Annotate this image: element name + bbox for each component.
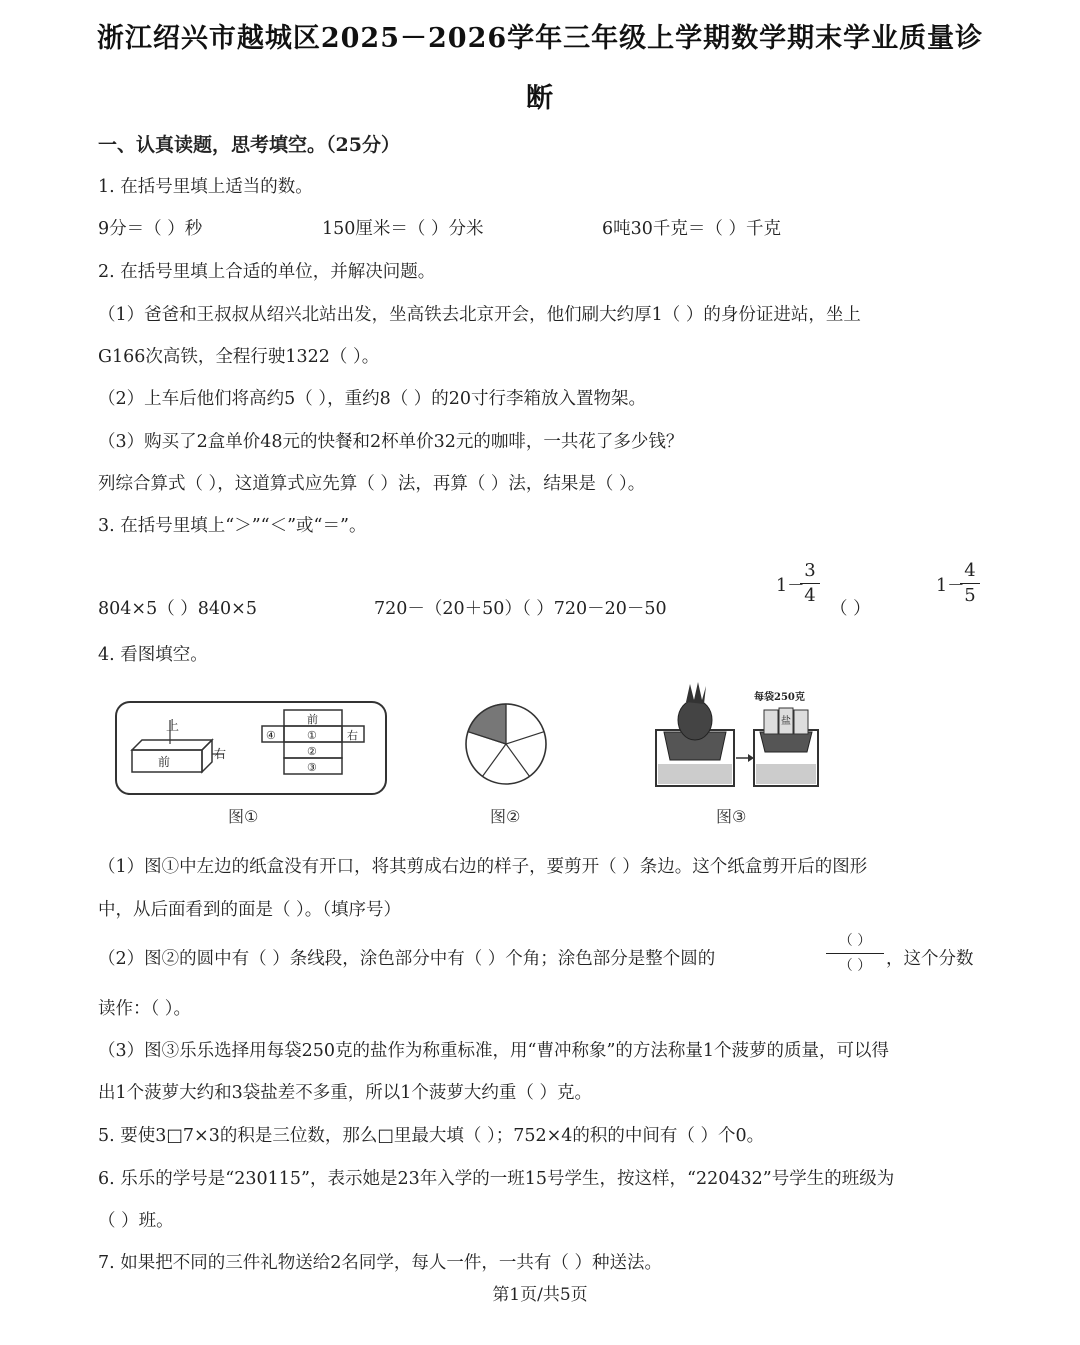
q3-compare-blank: （ ） <box>830 599 871 619</box>
figure-3-caption: 图③ <box>716 807 747 826</box>
fig1-label-top: 上 <box>166 719 180 734</box>
fraction-bar <box>826 953 884 954</box>
q3-frac-right-whole: 1－ <box>936 576 965 596</box>
q2-part3: （3）购买了2盒单价48元的快餐和2杯单价32元的咖啡，一共花了多少钱？ <box>98 432 684 452</box>
q3-fraction-right-numerator: 4 <box>964 560 976 581</box>
q2-prompt: 2. 在括号里填上合适的单位，并解决问题。 <box>98 262 436 282</box>
q1-item-b: 150厘米＝（ ）分米 <box>322 219 484 239</box>
fig3-per-bag-label: 每袋250克 <box>754 692 805 703</box>
q2-part1-line2: G166次高铁，全程行驶1322（ ）。 <box>98 347 380 367</box>
q2-part1-line1: （1）爸爸和王叔叔从绍兴北站出发，坐高铁去北京开会，他们刷大约厚1（ ）的身份证进站，坐上 <box>98 305 861 325</box>
figure-3-pineapple-salt <box>650 680 830 790</box>
figure-2-circle <box>462 700 550 788</box>
q4-part1-line1: （1）图①中左边的纸盒没有开口，将其剪成右边的样子，要剪开（ ）条边。这个纸盒剪开后的图形 <box>98 857 868 877</box>
fraction-bar <box>800 583 820 584</box>
q1-prompt: 1. 在括号里填上适当的数。 <box>98 177 313 197</box>
q4-part1-line2: 中，从后面看到的面是（ ）。（填序号） <box>98 900 402 920</box>
q2-part2: （2）上车后他们将高约5（ ），重约8（ ）的20寸行李箱放入置物架。 <box>98 389 647 409</box>
q3-frac-left-whole: 1－ <box>776 576 805 596</box>
q3-item-a: 804×5（ ）840×5 <box>98 599 257 619</box>
page-footer: 第1页/共5页 <box>492 1285 588 1305</box>
q3-fraction-left <box>800 560 820 607</box>
q1-item-a: 9分＝（ ）秒 <box>98 219 203 239</box>
figure-1-caption: 图① <box>228 807 259 826</box>
figure-2-caption: 图② <box>490 807 521 826</box>
q4-part2-fraction <box>826 930 884 977</box>
q3-prompt: 3. 在括号里填上“＞”“＜”或“＝”。 <box>98 516 367 536</box>
q6-line1: 6. 乐乐的学号是“230115”，表示她是23年入学的一班15号学生，按这样，“220432”号学生的班级为 <box>98 1169 895 1189</box>
q4-part3-line1: （3）图③乐乐选择用每袋250克的盐作为称重标准，用“曹冲称象”的方法称量1个菠萝的质量，可以得 <box>98 1041 890 1061</box>
q4-part2-line1-tail: ，这个分数 <box>886 949 974 969</box>
q4-prompt: 4. 看图填空。 <box>98 645 208 665</box>
q3-item-b: 720－（20＋50）（ ）720－20－50 <box>374 599 667 619</box>
fig1-net-1: ① <box>307 729 317 742</box>
section-heading: 一、认真读题，思考填空。（25分） <box>98 134 400 156</box>
q1-item-c: 6吨30千克＝（ ）千克 <box>602 219 781 239</box>
q7: 7. 如果把不同的三件礼物送给2名同学，每人一件，一共有（ ）种送法。 <box>98 1253 662 1273</box>
fig1-net-3: ③ <box>307 761 317 774</box>
q6-line2: （ ）班。 <box>98 1211 174 1231</box>
fig1-net-front: 前 <box>307 713 318 726</box>
fig1-net-4: ④ <box>266 729 276 742</box>
q3-fraction-right-denominator: 5 <box>964 585 976 606</box>
q3-fraction-left-denominator: 4 <box>804 585 816 606</box>
document-title-line2: 断 <box>526 83 554 114</box>
q5: 5. 要使3□7×3的积是三位数，那么□里最大填（ ）；752×4的积的中间有（ ）个0。 <box>98 1126 765 1146</box>
q2-part3-answer: 列综合算式（ ），这道算式应先算（ ）法，再算（ ）法，结果是（ ）。 <box>98 474 646 494</box>
fraction-bar <box>960 583 980 584</box>
fig1-label-right: 右 <box>214 747 227 761</box>
figure-1-box-and-net <box>112 698 390 798</box>
document-title-line1: 浙江绍兴市越城区2025－2026学年三年级上学期数学期末学业质量诊 <box>96 23 984 54</box>
q3-fraction-left-numerator: 3 <box>804 560 816 581</box>
q4-part2-fraction-numerator: （ ） <box>838 933 872 949</box>
q3-fraction-right <box>960 560 980 607</box>
q4-part3-line2: 出1个菠萝大约和3袋盐差不多重，所以1个菠萝大约重（ ）克。 <box>98 1083 592 1103</box>
fig1-label-front: 前 <box>158 755 171 769</box>
q4-part2-line1: （2）图②的圆中有（ ）条线段，涂色部分中有（ ）个角；涂色部分是整个圆的 <box>98 949 716 969</box>
fig1-net-right: 右 <box>347 729 358 742</box>
q4-part2-line2: 读作：（ ）。 <box>98 999 192 1019</box>
fig3-salt-label: 盐 <box>781 716 791 727</box>
fig1-net-2: ② <box>307 745 317 758</box>
q4-part2-fraction-denominator: （ ） <box>838 958 872 974</box>
